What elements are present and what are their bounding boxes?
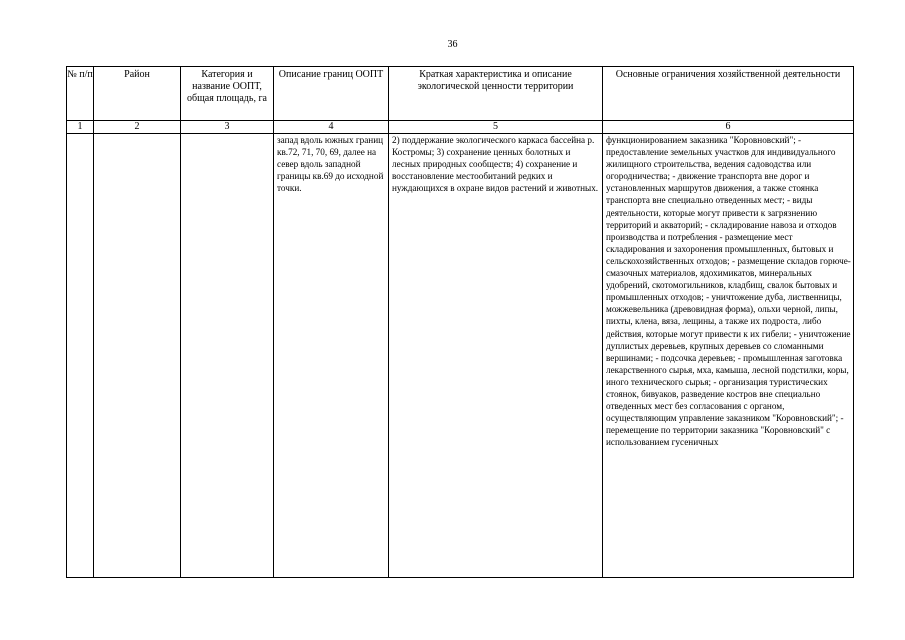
cell-num bbox=[67, 134, 94, 578]
table-row bbox=[67, 134, 854, 578]
column-number: 5 bbox=[389, 121, 603, 134]
cell-restrictions bbox=[603, 134, 854, 578]
column-number-row bbox=[67, 121, 854, 134]
cell-category bbox=[181, 134, 274, 578]
column-number: 4 bbox=[274, 121, 389, 134]
header-category-text: Категория и название ООПТ, общая площадь, га bbox=[187, 69, 267, 104]
cell-characteristics bbox=[389, 134, 603, 578]
boundaries-text: запад вдоль южных границ кв.72, 71, 70, 69, далее на север вдоль западной границы кв.69 до исходной точки. bbox=[277, 135, 384, 194]
restrictions-text: функционированием заказника "Коровновский"; - предоставление земельных участков для индивидуального жилищного строительства, ведения садоводства или огородничества; - движение транспорта вне дорог и установленных маршрутов движения, а также стоянка транспорта вне специально отведенных мест; - виды деятельности, которые могут привести к загрязнению территорий и акваторий; - складирование навоза и отходов производства и потребления - размещение мест складирования и захоронения промышленных, бытовых и сельскохозяйственных отходов; - размещение складов горюче-смазочных материалов, ядохимикатов, минеральных удобрений, скотомогильников, кладбищ, свалок бытовых и промышленных отходов; - уничтожение дуба, лиственницы, можжевельника (древовидная форма), ольхи черной, липы, пихты, клена, вяза, лещины, а также их подроста, либо действия, которые могут привести к их гибели; - уничтожение дуплистых деревьев, крупных деревьев со сломанными вершинами; - подсочка деревьев; - промышленная заготовка лекарственного сырья, мха, камыша, лесной подстилки, коры, иного технического сырья; - организация туристических стоянок, бивуаков, разведение костров вне специально отведенных мест без согласования с органом, осуществляющим управление заказником "Коровновский"; - перемещение по территории заказника "Коровновский" с использованием гусеничных bbox=[606, 135, 851, 448]
header-boundaries: Описание границ ООПТ bbox=[274, 67, 389, 121]
column-number: 1 bbox=[67, 121, 94, 134]
header-district: Район bbox=[94, 67, 181, 121]
column-number: 3 bbox=[181, 121, 274, 134]
header-characteristics: Краткая характеристика и описание экологической ценности территории bbox=[389, 67, 603, 121]
header-restrictions: Основные ограничения хозяйственной деятельности bbox=[603, 67, 854, 121]
column-number: 6 bbox=[603, 121, 854, 134]
cell-district bbox=[94, 134, 181, 578]
column-number: 2 bbox=[94, 121, 181, 134]
characteristics-text: 2) поддержание экологического каркаса бассейна р. Костромы; 3) сохранение ценных болотных и лесных природных сообществ; 4) сохранение и восстановление местообитаний редких и нуждающихся в охране видов растений и животных. bbox=[392, 135, 599, 194]
table-header-row bbox=[67, 67, 854, 121]
protected-areas-table bbox=[66, 66, 854, 578]
header-category bbox=[181, 67, 274, 121]
page-number: 36 bbox=[447, 39, 458, 50]
cell-boundaries bbox=[274, 134, 389, 578]
header-num: № п/п bbox=[67, 67, 94, 121]
